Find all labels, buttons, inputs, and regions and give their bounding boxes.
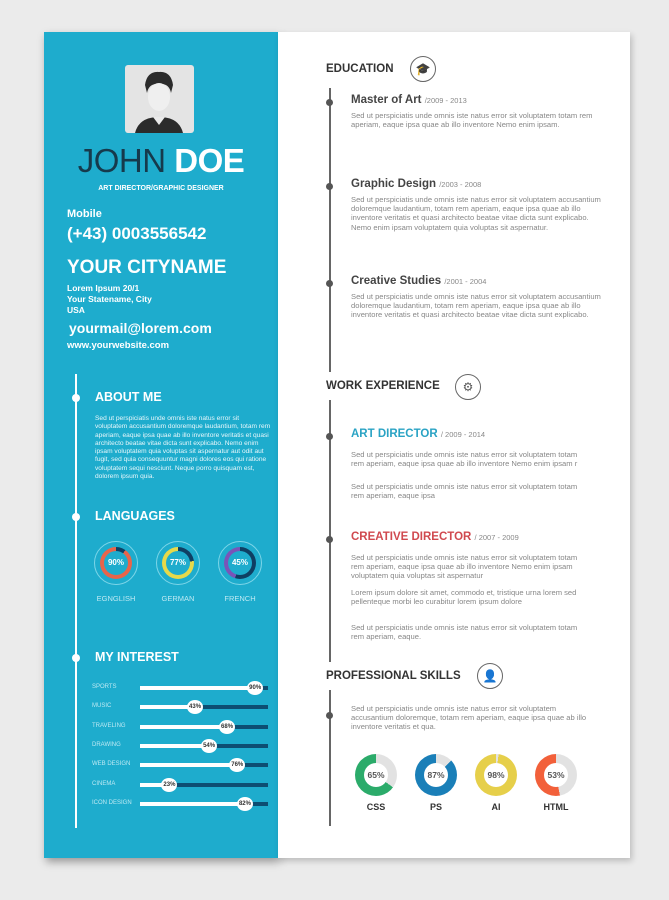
timeline-dot — [326, 536, 333, 543]
donut-value: 65% — [364, 763, 388, 787]
gauge-value: 45% — [228, 551, 252, 575]
interest-row — [92, 759, 272, 771]
skill-donut — [535, 754, 577, 796]
interest-row — [92, 682, 272, 694]
work-description: Sed ut perspiciatis unde omnis iste natus error sit voluptatem totam rem aperiam, eaque ipsa quae ab illo inventore Nemo enim ipsam voluptatem quia voluptas sit aspernatur — [351, 553, 578, 581]
interest-row — [92, 721, 272, 733]
slider-fill — [140, 686, 255, 690]
education-description: Sed ut perspiciatis unde omnis iste natus error sit voluptatem totam rem aperiam, eaque ipsa quae ab illo inventore Nemo enim ipsam. — [351, 111, 593, 130]
years: / 2009 - 2014 — [440, 430, 486, 439]
about-heading: ABOUT ME — [95, 390, 162, 404]
interest-slider[interactable] — [140, 686, 268, 690]
skill-name: AI — [491, 802, 501, 812]
donut-value: 98% — [484, 763, 508, 787]
slider-knob[interactable]: 76% — [229, 758, 245, 772]
timeline-dot — [72, 394, 80, 402]
years: /2009 - 2013 — [424, 96, 467, 105]
interest-slider[interactable] — [140, 783, 268, 787]
education-heading: EDUCATION — [326, 63, 394, 75]
address-line: USA — [67, 305, 85, 315]
slider-fill — [140, 763, 237, 767]
full-name — [44, 142, 278, 180]
gauge-ring — [100, 547, 132, 579]
address-line: Lorem Ipsum 20/1 — [67, 283, 140, 293]
language-name: EGNGLISH — [96, 594, 136, 603]
gauge-ring — [162, 547, 194, 579]
education-entry-title — [351, 178, 481, 190]
work-description: Lorem ipsum dolore sit amet, commodo et, tristique urna lorem sed pellenteque morbi leo curabitur lorem ipsum dolore — [351, 588, 577, 607]
language-gauge — [156, 541, 200, 585]
timeline-dot — [326, 99, 333, 106]
work-description: Sed ut perspiciatis unde omnis iste natus error sit voluptatem totam rem aperiam, eaque. — [351, 623, 578, 642]
main-content — [278, 32, 630, 858]
years: / 2007 - 2009 — [474, 533, 519, 542]
timeline-dot — [72, 654, 80, 662]
timeline-dot — [326, 280, 333, 287]
interest-row — [92, 701, 272, 713]
slider-knob[interactable]: 43% — [187, 700, 203, 714]
timeline-dot — [326, 183, 333, 190]
timeline-dot — [326, 433, 333, 440]
education-entry-title — [351, 94, 467, 106]
education-entry-title — [351, 275, 486, 287]
slider-fill — [140, 744, 209, 748]
mobile-label: Mobile — [67, 208, 102, 220]
gauge-ring — [224, 547, 256, 579]
work-description: Sed ut perspiciatis unde omnis iste natus error sit voluptatem totam rem aperiam, eaque ipsa quae ab illo inventore Nemo enim ipsam r — [351, 450, 578, 469]
user-icon: 👤 — [477, 663, 503, 689]
skill-name: PS — [429, 802, 442, 812]
work-entry-title — [351, 531, 519, 543]
interest-slider[interactable] — [140, 763, 268, 767]
work-entry-title — [351, 428, 485, 440]
interest-slider[interactable] — [140, 802, 268, 806]
language-gauge — [94, 541, 138, 585]
interest-slider[interactable] — [140, 725, 268, 729]
timeline-dot — [72, 513, 80, 521]
donut-value: 87% — [424, 763, 448, 787]
slider-knob[interactable]: 82% — [237, 797, 253, 811]
phone: (+43) 0003556542 — [67, 224, 207, 243]
degree: Master of Art — [351, 94, 422, 106]
job-title: ART DIRECTOR/GRAPHIC DESIGNER — [98, 185, 224, 192]
website-link[interactable]: www.yourwebsite.com — [67, 340, 170, 351]
slider-fill — [140, 725, 227, 729]
slider-knob[interactable]: 54% — [201, 739, 217, 753]
education-description: Sed ut perspiciatis unde omnis iste natus error sit voluptatem accusantium doloremque laudantium, totam rem aperiam, eaque ipsa quae ab illo inventore veritatis et quasi architecto beatae vitae dicta sunt explicabo. — [351, 292, 601, 320]
slider-fill — [140, 802, 245, 806]
about-text: Sed ut perspiciatis unde omnis iste natus error sit voluptatem accusantium doloremque laudantium, totam rem aperiam, eaque ipsa quae ab illo inventore veritatis et quasi architecto beatae vitae dicta sunt explicabo. Nemo enim ipsam voluptatem quia voluptas sit aspernatur aut odit aut fugit, sed quia consequuntur magni dolores eos qui ratione voluptatem sequi nesciunt. Neque porro quisquam est, dolorem ipsum quia. — [95, 415, 271, 481]
interest-name: ICON DESIGN — [92, 799, 132, 806]
donut-value: 53% — [544, 763, 568, 787]
city: YOUR CITYNAME — [67, 257, 227, 278]
skills-heading: PROFESSIONAL SKILLS — [326, 670, 461, 682]
interest-name: TRAVELING — [92, 722, 126, 729]
interest-row — [92, 779, 272, 791]
work-description: Sed ut perspiciatis unde omnis iste natus error sit voluptatem totam rem aperiam, eaque ipsa — [351, 482, 578, 501]
address-line: Your Statename, City — [67, 294, 152, 304]
email-link[interactable]: yourmail@lorem.com — [69, 320, 212, 336]
first-name: JOHN — [77, 142, 166, 179]
skill-donut — [355, 754, 397, 796]
years: /2001 - 2004 — [444, 277, 487, 286]
skill-donut — [475, 754, 517, 796]
gauge-value: 77% — [166, 551, 190, 575]
language-gauge — [218, 541, 262, 585]
interest-row — [92, 740, 272, 752]
job-title: CREATIVE DIRECTOR — [351, 531, 472, 543]
interest-name: SPORTS — [92, 684, 117, 690]
skills-text: Sed ut perspiciatis unde omnis iste natus error sit voluptatem accusantium doloremque, totam rem aperiam, eaque ipsa quae ab illo inventore veritatis et qua. — [351, 704, 587, 732]
interest-name: MUSIC — [92, 703, 112, 710]
slider-knob[interactable]: 68% — [219, 720, 235, 734]
education-description: Sed ut perspiciatis unde omnis iste natus error sit voluptatem accusantium doloremque laudantium, totam rem aperiam, eaque ipsa quae ab illo inventore veritatis et quasi architecto beatae vitae dicta sunt explicabo. Nemo enim ipsam voluptatem quia voluptas sit aspernatur. — [351, 195, 601, 232]
interest-row — [92, 798, 272, 810]
job-title: ART DIRECTOR — [351, 428, 438, 440]
sidebar — [44, 32, 278, 858]
address — [67, 283, 152, 316]
interest-name: WEB DESIGN — [92, 761, 131, 768]
skill-name: HTML — [543, 802, 569, 812]
gears-icon: ⚙ — [455, 374, 481, 400]
skill-donut — [415, 754, 457, 796]
interest-slider[interactable] — [140, 744, 268, 748]
interest-slider[interactable] — [140, 705, 268, 709]
graduation-cap-icon: 🎓 — [410, 56, 436, 82]
timeline-dot — [326, 712, 333, 719]
degree: Creative Studies — [351, 275, 442, 287]
languages-heading: LANGUAGES — [95, 509, 175, 523]
work-heading: WORK EXPERIENCE — [326, 380, 440, 392]
last-name: DOE — [174, 142, 245, 179]
avatar — [125, 65, 194, 133]
skill-name: CSS — [366, 802, 386, 812]
timeline-line — [75, 374, 77, 828]
years: /2003 - 2008 — [439, 180, 482, 189]
degree: Graphic Design — [351, 178, 436, 190]
interests-heading: MY INTEREST — [95, 650, 179, 664]
language-name: FRENCH — [224, 594, 256, 603]
interest-name: CINEMA — [92, 780, 116, 787]
interest-name: DRAWING — [92, 741, 121, 748]
slider-knob[interactable]: 23% — [161, 778, 177, 792]
slider-knob[interactable]: 90% — [247, 681, 263, 695]
language-name: GERMAN — [161, 594, 195, 603]
gauge-value: 90% — [104, 551, 128, 575]
